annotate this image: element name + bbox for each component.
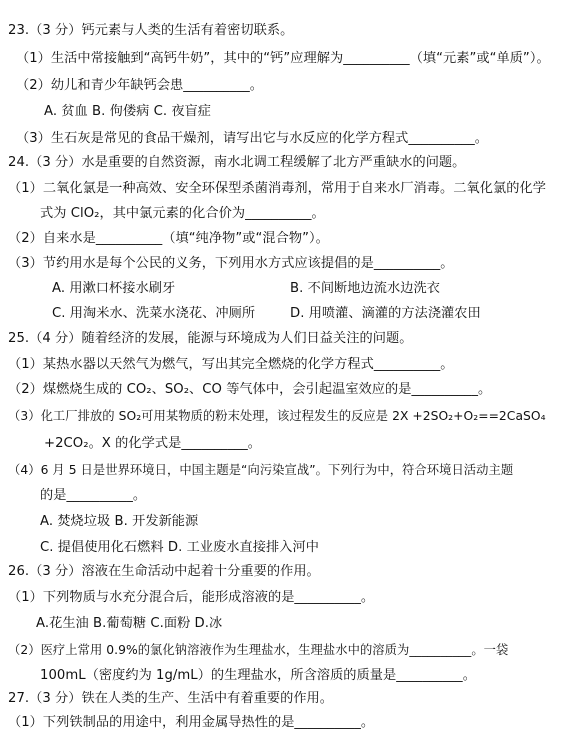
question-25-part-4-cont: 的是__________。 <box>40 488 147 503</box>
question-25-part-4: （4）6 月 5 日是世界环境日，中国主题是“向污染宣战”。下列行为中，符合环境日活动主题 <box>8 463 514 477</box>
question-26-header: 26.（3 分）溶液在生命活动中起着十分重要的作用。 <box>8 564 320 579</box>
question-23-part-3: （3）生石灰是常见的食品干燥剂，请写出它与水反应的化学方程式__________。 <box>16 131 488 146</box>
question-24-option-b: B. 不间断地边流水边洗衣 <box>290 281 440 296</box>
question-26-options: A.花生油 B.葡萄糖 C.面粉 D.冰 <box>36 616 223 631</box>
question-26-part-1: （1）下列物质与水充分混合后，能形成溶液的是__________。 <box>8 590 375 605</box>
question-24-option-a: A. 用漱口杯接水刷牙 <box>52 281 176 296</box>
question-25-part-2: （2）煤燃烧生成的 CO₂、SO₂、CO 等气体中，会引起温室效应的是__________。 <box>8 382 492 397</box>
question-25-part-3: （3）化工厂排放的 SO₂可用某物质的粉末处理，该过程发生的反应是 2X +2SO₂+O₂==2CaSO₄ <box>8 409 546 423</box>
question-26-part-2-cont: 100mL（密度约为 1g/mL）的生理盐水，所含溶质的质量是__________。 <box>40 668 476 683</box>
question-25-part-3-cont: +2CO₂。X 的化学式是__________。 <box>44 436 261 451</box>
question-23-header: 23.（3 分）钙元素与人类的生活有着密切联系。 <box>8 23 294 38</box>
question-25-options-cd: C. 提倡使用化石燃料 D. 工业废水直接排入河中 <box>40 540 319 555</box>
question-23-part-2: （2）幼儿和青少年缺钙会患__________。 <box>16 78 263 93</box>
question-24-part-1-cont: 式为 ClO₂，其中氯元素的化合价为__________。 <box>40 206 325 221</box>
question-26-part-2: （2）医疗上常用 0.9%的氯化钠溶液作为生理盐水，生理盐水中的溶质为__________。一袋 <box>8 643 509 657</box>
question-24-part-2: （2）自来水是__________（填“纯净物”或“混合物”）。 <box>8 231 329 246</box>
question-24-part-3: （3）节约用水是每个公民的义务，下列用水方式应该提倡的是__________。 <box>8 256 454 271</box>
question-23-part-1: （1）生活中常接触到“高钙牛奶”，其中的“钙”应理解为__________（填“元素”或“单质”）。 <box>16 51 550 66</box>
question-25-header: 25.（4 分）随着经济的发展，能源与环境成为人们日益关注的问题。 <box>8 331 413 346</box>
question-23-options: A. 贫血 B. 佝偻病 C. 夜盲症 <box>44 104 212 119</box>
question-24-part-1: （1）二氧化氯是一种高效、安全环保型杀菌消毒剂，常用于自来水厂消毒。二氧化氯的化学 <box>8 181 546 196</box>
question-27-part-1: （1）下列铁制品的用途中，利用金属导热性的是__________。 <box>8 715 375 730</box>
question-27-header: 27.（3 分）铁在人类的生产、生活中有着重要的作用。 <box>8 691 334 706</box>
question-24-option-c: C. 用淘米水、洗菜水浇花、冲厕所 <box>52 306 256 321</box>
question-24-header: 24.（3 分）水是重要的自然资源，南水北调工程缓解了北方严重缺水的问题。 <box>8 155 466 170</box>
question-25-part-1: （1）某热水器以天然气为燃气，写出其完全燃烧的化学方程式__________。 <box>8 357 454 372</box>
question-24-option-d: D. 用喷灌、滴灌的方法浇灌农田 <box>290 306 481 321</box>
question-25-options-ab: A. 焚烧垃圾 B. 开发新能源 <box>40 514 199 529</box>
